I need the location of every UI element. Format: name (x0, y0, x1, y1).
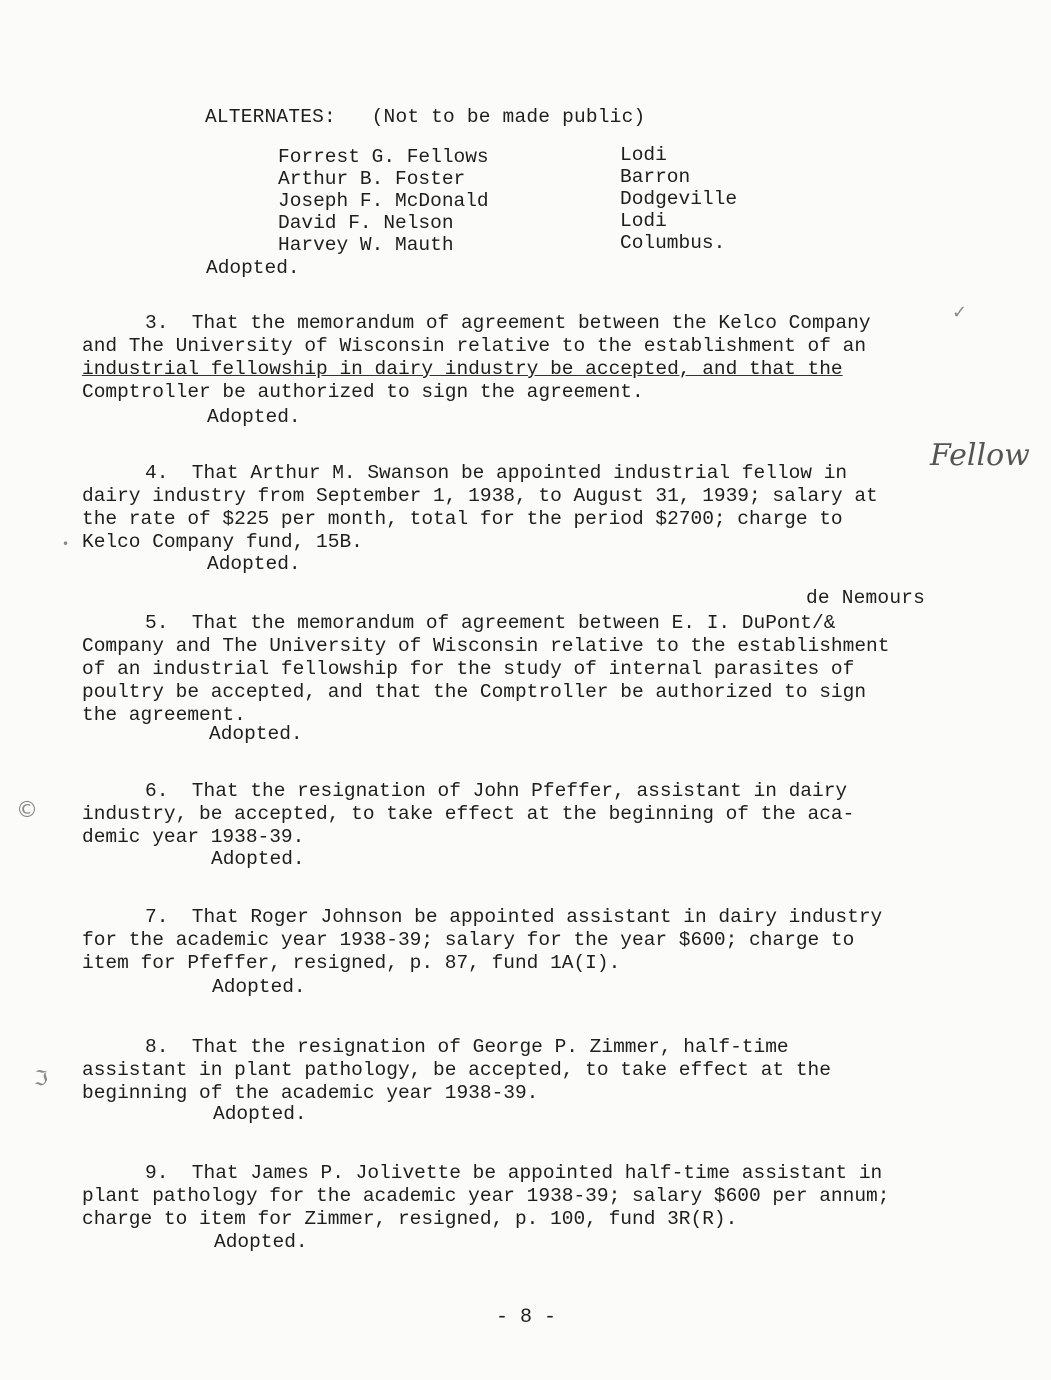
adopted-label: Adopted. (212, 976, 306, 998)
alternates-names (278, 146, 489, 256)
resolution-line: of an industrial fellowship for the study of internal parasites of (82, 658, 855, 680)
resolution-line: industrial fellowship in dairy industry be accepted, and that the (82, 358, 843, 380)
inserted-text: de Nemours (806, 587, 926, 609)
resolution-line: Comptroller be authorized to sign the agreement. (82, 381, 644, 403)
resolution-6 (82, 780, 854, 849)
resolution-line: poultry be accepted, and that the Comptroller be authorized to sign (82, 681, 867, 703)
resolution-8 (82, 1036, 831, 1105)
adopted-label: Adopted. (213, 1103, 307, 1125)
alternates-header (205, 106, 645, 128)
resolution-line: dairy industry from September 1, 1938, to August 31, 1939; salary at (82, 485, 878, 507)
adopted-label: Adopted. (207, 406, 301, 428)
alternate-name: David F. Nelson (278, 212, 454, 234)
resolution-line: plant pathology for the academic year 1938-39; salary $600 per annum; (82, 1185, 890, 1207)
resolution-line: charge to item for Zimmer, resigned, p. 100, fund 3R(R). (82, 1208, 738, 1230)
alternate-town: Columbus. (620, 232, 726, 254)
adopted-label: Adopted. (209, 723, 303, 745)
page-number: - 8 - (496, 1306, 557, 1329)
resolution-line: the agreement. (82, 704, 246, 726)
margin-scribble-icon: © (16, 798, 38, 823)
resolution-line: 5. That the memorandum of agreement between E. I. DuPont/& (145, 612, 836, 634)
resolution-7 (82, 906, 882, 975)
resolution-line: 4. That Arthur M. Swanson be appointed industrial fellow in (145, 462, 848, 484)
resolution-5 (82, 612, 889, 727)
check-mark-icon: ✓ (952, 302, 968, 323)
resolution-line: industry, be accepted, to take effect at the beginning of the aca- (82, 803, 855, 825)
alternate-town: Lodi (620, 144, 667, 166)
resolution-line: 8. That the resignation of George P. Zimmer, half-time (145, 1036, 789, 1058)
adopted-label: Adopted. (206, 257, 300, 279)
resolution-line: for the academic year 1938-39; salary for the year $600; charge to (82, 929, 855, 951)
alternate-town: Lodi (620, 210, 667, 232)
alternate-town: Dodgeville (620, 188, 738, 210)
resolution-line: 6. That the resignation of John Pfeffer, assistant in dairy (145, 780, 848, 802)
bullet-mark-icon: • (62, 537, 70, 551)
adopted-label: Adopted. (214, 1231, 308, 1253)
resolution-line: Kelco Company fund, 15B. (82, 531, 363, 553)
resolution-line: Company and The University of Wisconsin relative to the establishment (82, 635, 890, 657)
handwritten-margin-note: Fellow (930, 438, 1030, 473)
resolution-4 (82, 462, 878, 554)
adopted-label: Adopted. (211, 848, 305, 870)
resolution-line: and The University of Wisconsin relative to the establishment of an (82, 335, 867, 357)
resolution-line: beginning of the academic year 1938-39. (82, 1082, 539, 1104)
resolution-line: 3. That the memorandum of agreement between the Kelco Company (145, 312, 871, 334)
resolution-line: demic year 1938-39. (82, 826, 305, 848)
margin-scribble-icon: ℑ (34, 1066, 48, 1090)
alternate-name: Arthur B. Foster (278, 168, 466, 190)
resolution-line: item for Pfeffer, resigned, p. 87, fund 1A(I). (82, 952, 621, 974)
resolution-3 (82, 312, 871, 404)
resolution-line: 7. That Roger Johnson be appointed assistant in dairy industry (145, 906, 883, 928)
resolution-line: 9. That James P. Jolivette be appointed half-time assistant in (145, 1162, 883, 1184)
alternate-town: Barron (620, 166, 691, 188)
adopted-label: Adopted. (207, 553, 301, 575)
resolution-9 (82, 1162, 889, 1231)
alternate-name: Joseph F. McDonald (278, 190, 489, 212)
alternate-name: Harvey W. Mauth (278, 234, 454, 256)
confidential-note: (Not to be made public) (371, 106, 646, 128)
resolution-line: the rate of $225 per month, total for the period $2700; charge to (82, 508, 843, 530)
alternates-label: ALTERNATES: (205, 106, 336, 128)
alternate-name: Forrest G. Fellows (278, 146, 489, 168)
resolution-line: assistant in plant pathology, be accepted, to take effect at the (82, 1059, 831, 1081)
alternates-towns (620, 144, 737, 254)
